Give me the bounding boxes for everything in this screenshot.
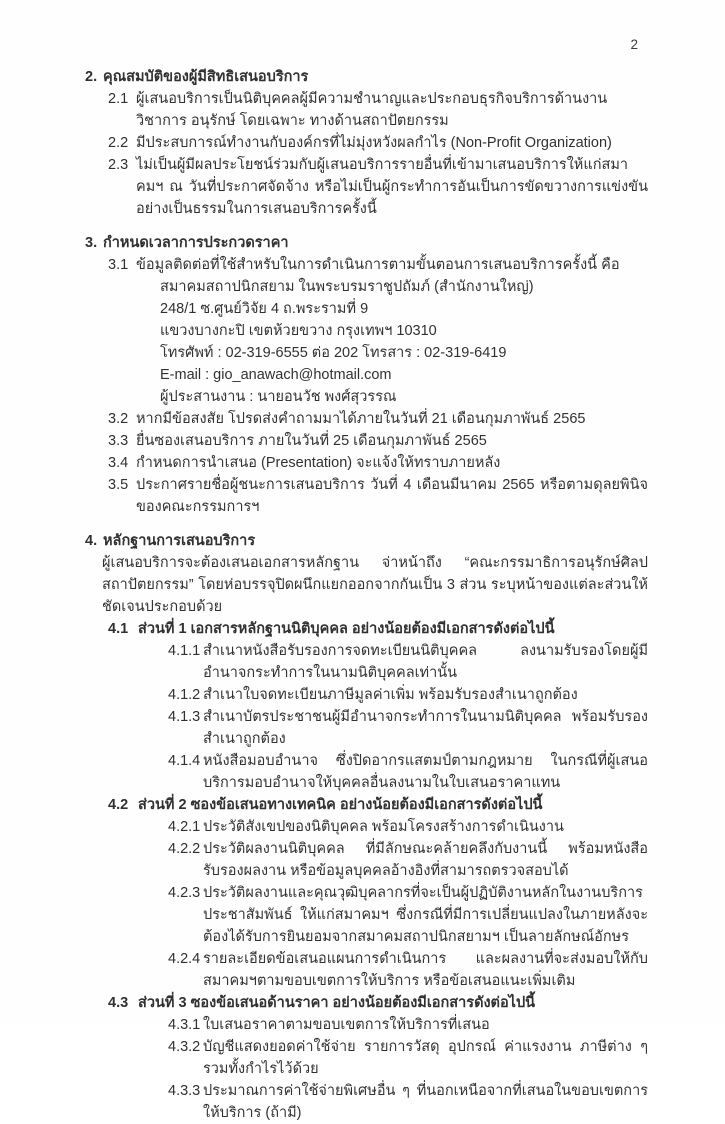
item-text: ประวัติผลงานนิติบุคคล ที่มีลักษณะคล้ายคลึงกับงานนี้ พร้อมหนังสือรับรองผลงาน หรือข้อมูลบุคคลอ้างอิงที่สามารถตรวจสอบได้	[203, 841, 648, 879]
subsection-number: 4.3	[108, 995, 129, 1011]
section-title: กำหนดเวลาการประกวดราคา	[103, 235, 289, 251]
item-text: ใบเสนอราคาตามขอบเขตการให้บริการที่เสนอ	[203, 1017, 490, 1033]
list-item	[168, 640, 648, 684]
item-number: 3.3	[108, 433, 129, 449]
list-item	[168, 816, 648, 838]
list-item	[108, 430, 648, 452]
address-line-org: สมาคมสถาปนิกสยาม ในพระบรมราชูปถัมภ์ (สำนักงานใหญ่)	[160, 279, 534, 295]
item-text: สำเนาใบจดทะเบียนภาษีมูลค่าเพิ่ม พร้อมรับรองสำเนาถูกต้อง	[203, 687, 578, 703]
item-number: 4.1.4	[168, 753, 201, 769]
section-heading	[85, 66, 648, 88]
list-item	[168, 882, 648, 948]
list-item	[108, 474, 648, 518]
list-item	[108, 408, 648, 430]
item-text: มีประสบการณ์ทำงานกับองค์กรที่ไม่มุ่งหวังผลกำไร (Non-Profit Organization)	[136, 135, 612, 151]
list-item	[168, 1036, 648, 1080]
item-text: รายละเอียดข้อเสนอแผนการดำเนินการ และผลงานที่จะส่งมอบให้กับสมาคมฯตามขอบเขตการให้บริการ หรือข้อเสนอแนะเพิ่มเติม	[203, 951, 648, 989]
item-number: 4.1.2	[168, 687, 201, 703]
subsection-number: 4.2	[108, 797, 129, 813]
section-qualifications	[85, 66, 648, 220]
item-text: ผู้เสนอบริการเป็นนิติบุคคลผู้มีความชำนาญและประกอบธุรกิจบริการด้านงานวิชาการ อนุรักษ์ โดยเฉพาะ ทางด้านสถาปัตยกรรม	[136, 91, 608, 129]
subsection-legal-documents	[85, 618, 648, 794]
subsection-heading	[108, 794, 648, 816]
item-text: ยื่นซองเสนอบริการ ภายในวันที่ 25 เดือนกุมภาพันธ์ 2565	[136, 433, 487, 449]
list-item	[168, 838, 648, 882]
item-number: 4.2.2	[168, 841, 201, 857]
item-text: หากมีข้อสงสัย โปรดส่งคำถามมาได้ภายในวันที่ 21 เดือนกุมภาพันธ์ 2565	[136, 411, 586, 427]
subsection-title: ส่วนที่ 3 ซองข้อเสนอด้านราคา อย่างน้อยต้องมีเอกสารดังต่อไปนี้	[138, 995, 536, 1011]
item-text: สำเนาหนังสือรับรองการจดทะเบียนนิติบุคคล ลงนามรับรองโดยผู้มีอำนาจกระทำการในนามนิติบุคคลเท่านั้น	[203, 643, 648, 681]
item-number: 4.2.1	[168, 819, 201, 835]
section-intro-paragraph: ผู้เสนอบริการจะต้องเสนอเอกสารหลักฐาน จ่าหน้าถึง “คณะกรรมาธิการอนุรักษ์ศิลปสถาปัตยกรรม” โดยห่อบรรจุปิดผนึกแยกออกจากกันเป็น 3 ส่วน ระบุหน้าของแต่ละส่วนให้ชัดเจนประกอบด้วย	[102, 555, 648, 615]
address-line-street: 248/1 ซ.ศูนย์วิจัย 4 ถ.พระรามที่ 9	[160, 301, 369, 317]
address-line-email: E-mail : gio_anawach@hotmail.com	[160, 367, 392, 383]
list-item	[168, 750, 648, 794]
list-item	[168, 684, 648, 706]
item-text: ไม่เป็นผู้มีผลประโยชน์ร่วมกับผู้เสนอบริการรายอื่นที่เข้ามาเสนอบริการให้แก่สมาคมฯ ณ วันที่ประกาศจัดจ้าง หรือไม่เป็นผู้กระทำการอันเป็นการขัดขวางการแข่งขันอย่างเป็นธรรมในการเสนอบริการครั้งนี้	[136, 157, 648, 217]
item-text: ประกาศรายชื่อผู้ชนะการเสนอบริการ วันที่ 4 เดือนมีนาคม 2565 หรือตามดุลยพินิจของคณะกรรมการฯ	[136, 477, 648, 515]
item-number: 4.1.3	[168, 709, 201, 725]
subsection-heading	[108, 618, 648, 640]
subsection-number: 4.1	[108, 621, 129, 637]
item-number: 4.3.2	[168, 1039, 201, 1055]
section-heading	[85, 232, 648, 254]
item-text: ประวัติสังเขปของนิติบุคคล พร้อมโครงสร้างการดำเนินงาน	[203, 819, 564, 835]
item-number: 2.2	[108, 135, 129, 151]
item-text: บัญชีแสดงยอดค่าใช้จ่าย รายการวัสดุ อุปกรณ์ ค่าแรงงาน ภาษีต่าง ๆ รวมทั้งกำไรไว้ด้วย	[203, 1039, 648, 1077]
list-item	[108, 88, 648, 132]
item-number: 3.2	[108, 411, 129, 427]
item-text: ประมาณการค่าใช้จ่ายพิเศษอื่น ๆ ที่นอกเหนือจากที่เสนอในขอบเขตการให้บริการ (ถ้ามี)	[203, 1083, 648, 1121]
item-number: 4.3.1	[168, 1017, 201, 1033]
item-number: 4.1.1	[168, 643, 201, 659]
address-line-district: แขวงบางกะปิ เขตห้วยขวาง กรุงเทพฯ 10310	[160, 323, 437, 339]
item-number: 4.2.3	[168, 885, 201, 901]
list-item	[168, 948, 648, 992]
item-text: สำเนาบัตรประชาชนผู้มีอำนาจกระทำการในนามนิติบุคคล พร้อมรับรองสำเนาถูกต้อง	[203, 709, 648, 747]
item-text: ประวัติผลงานและคุณวุฒิบุคลากรที่จะเป็นผู้ปฏิบัติงานหลักในงานบริการประชาสัมพันธ์ ให้แก่สมาคมฯ ซึ่งกรณีที่มีการเปลี่ยนแปลงในภายหลังจะต้องได้รับการยินยอมจากสมาคมสถาปนิกสยามฯ เป็นลายลักษณ์อักษร	[203, 885, 648, 945]
item-number: 2.1	[108, 91, 129, 107]
list-item	[108, 132, 648, 154]
list-item	[168, 1080, 648, 1124]
section-number: 4.	[85, 533, 98, 549]
list-item	[108, 452, 648, 474]
section-title: คุณสมบัติของผู้มีสิทธิเสนอบริการ	[103, 69, 309, 85]
item-number: 4.2.4	[168, 951, 201, 967]
section-schedule	[85, 232, 648, 518]
item-number: 2.3	[108, 157, 129, 173]
address-line-phone: โทรศัพท์ : 02-319-6555 ต่อ 202 โทรสาร : 02-319-6419	[160, 345, 507, 361]
item-number: 3.1	[108, 257, 129, 273]
item-text: กำหนดการนำเสนอ (Presentation) จะแจ้งให้ทราบภายหลัง	[136, 455, 501, 471]
list-item	[168, 706, 648, 750]
list-item	[168, 1014, 648, 1036]
subsection-title: ส่วนที่ 1 เอกสารหลักฐานนิติบุคคล อย่างน้อยต้องมีเอกสารดังต่อไปนี้	[138, 621, 555, 637]
section-evidence	[85, 530, 648, 1124]
subsection-title: ส่วนที่ 2 ซองข้อเสนอทางเทคนิค อย่างน้อยต้องมีเอกสารดังต่อไปนี้	[138, 797, 543, 813]
subsection-price-proposal	[85, 992, 648, 1124]
contact-address-block	[160, 276, 648, 408]
item-number: 3.4	[108, 455, 129, 471]
section-number: 3.	[85, 235, 98, 251]
item-text: หนังสือมอบอำนาจ ซึ่งปิดอากรแสตมป์ตามกฎหมาย ในกรณีที่ผู้เสนอบริการมอบอำนาจให้บุคคลอื่นลงนามในใบเสนอราคาแทน	[203, 753, 648, 791]
section-heading	[85, 530, 648, 552]
section-title: หลักฐานการเสนอบริการ	[103, 533, 256, 549]
page-number: 2	[630, 37, 638, 52]
item-number: 4.3.3	[168, 1083, 201, 1099]
section-number: 2.	[85, 69, 98, 85]
address-line-coordinator: ผู้ประสานงาน : นายอนวัช พงศ์สุวรรณ	[160, 389, 397, 405]
subsection-heading	[108, 992, 648, 1014]
item-text: ข้อมูลติดต่อที่ใช้สำหรับในการดำเนินการตามขั้นตอนการเสนอบริการครั้งนี้ คือ	[136, 257, 620, 273]
item-number: 3.5	[108, 477, 129, 493]
subsection-technical-proposal	[85, 794, 648, 992]
list-item	[108, 254, 648, 276]
list-item	[108, 154, 648, 220]
